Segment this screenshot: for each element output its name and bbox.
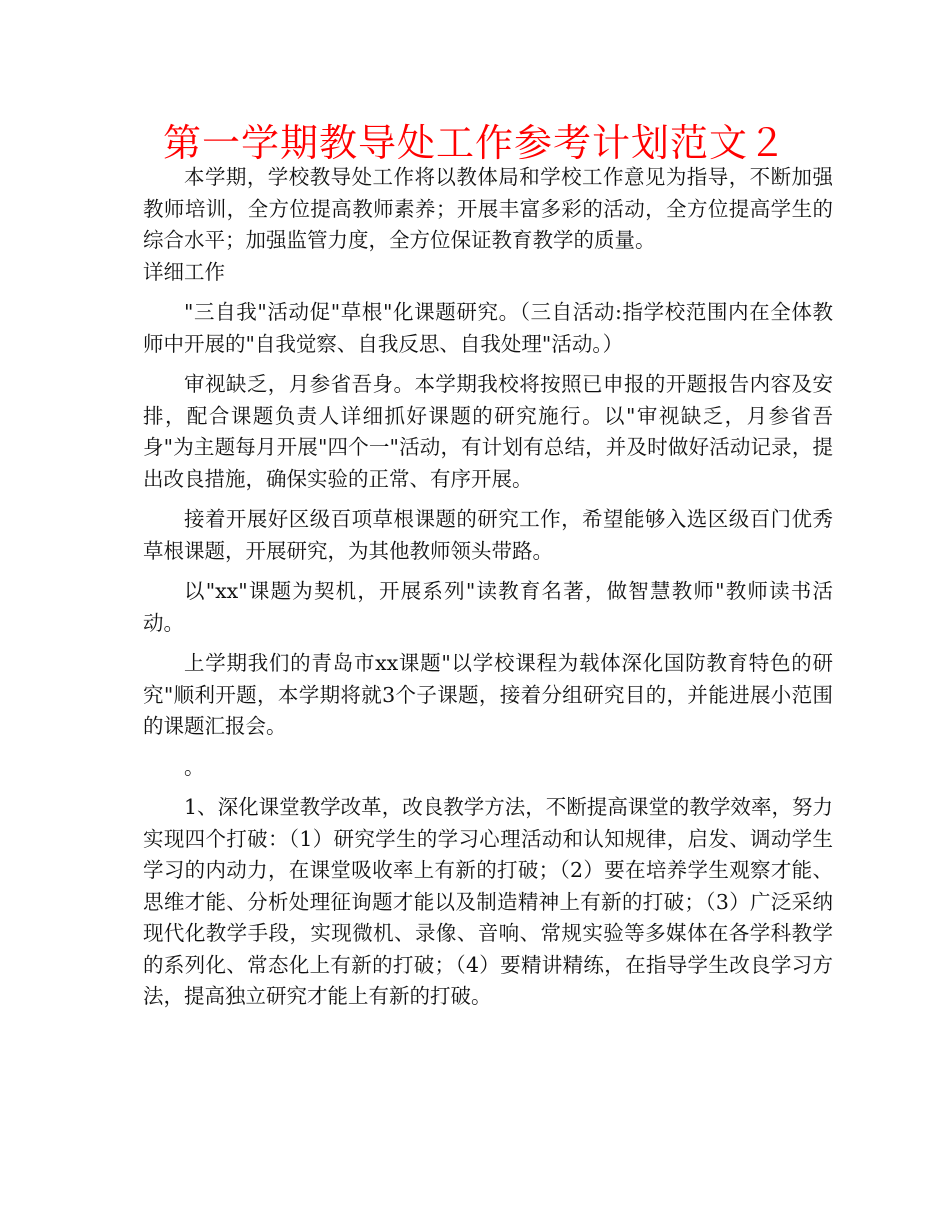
document-body	[143, 162, 833, 1022]
paragraph-reading-activity: 以"xx"课题为契机，开展系列"读教育名著，做智慧教师"教师读书活动。	[143, 579, 833, 635]
paragraph-qingdao-project: 上学期我们的青岛市xx课题"以学校课程为载体深化国防教育特色的研究"顺利开题，本学期将就3个子课题，接着分组研究目的，并能进展小范围的课题汇报会。	[143, 651, 833, 738]
paragraph-intro: 本学期，学校教导处工作将以教体局和学校工作意见为指导，不断加强教师培训，全方位提高教师素养；开展丰富多彩的活动，全方位提高学生的综合水平；加强监管力度，全方位保证教育教学的质量。	[143, 165, 833, 252]
paragraph-heading-details: 详细工作	[143, 259, 225, 284]
paragraph-three-self: "三自我"活动促"草根"化课题研究。（三自活动:指学校范围内在全体教师中开展的"自我觉察、自我反思、自我处理"活动。）	[143, 300, 833, 356]
paragraph-period: 。	[184, 754, 205, 779]
paragraph-self-review: 审视缺乏，月参省吾身。本学期我校将按照已申报的开题报告内容及安排，配合课题负责人详细抓好课题的研究施行。以"审视缺乏，月参省吾身"为主题每月开展"四个一"活动，有计划有总结，并及时做好活动记录，提出改良措施，确保实验的正常、有序开展。	[143, 372, 833, 491]
document-title: 第一学期教导处工作参考计划范文２	[162, 121, 787, 165]
paragraph-grassroots-research: 接着开展好区级百项草根课题的研究工作，希望能够入选区级百门优秀草根课题，开展研究，为其他教师领头带路。	[143, 507, 833, 563]
paragraph-classroom-reform: 1、深化课堂教学改革，改良教学方法，不断提高课堂的教学效率，努力实现四个打破：（1）研究学生的学习心理活动和认知规律，启发、调动学生学习的内动力，在课堂吸收率上有新的打破；（2）要在培养学生观察才能、思维才能、分析处理征询题才能以及制造精神上有新的打破；（3）广泛采纳现代化教学手段，实现微机、录像、音响、常规实验等多媒体在各学科教学的系列化、常态化上有新的打破；（4）要精讲精练，在指导学生改良学习方法，提高独立研究才能上有新的打破。	[143, 795, 833, 1008]
